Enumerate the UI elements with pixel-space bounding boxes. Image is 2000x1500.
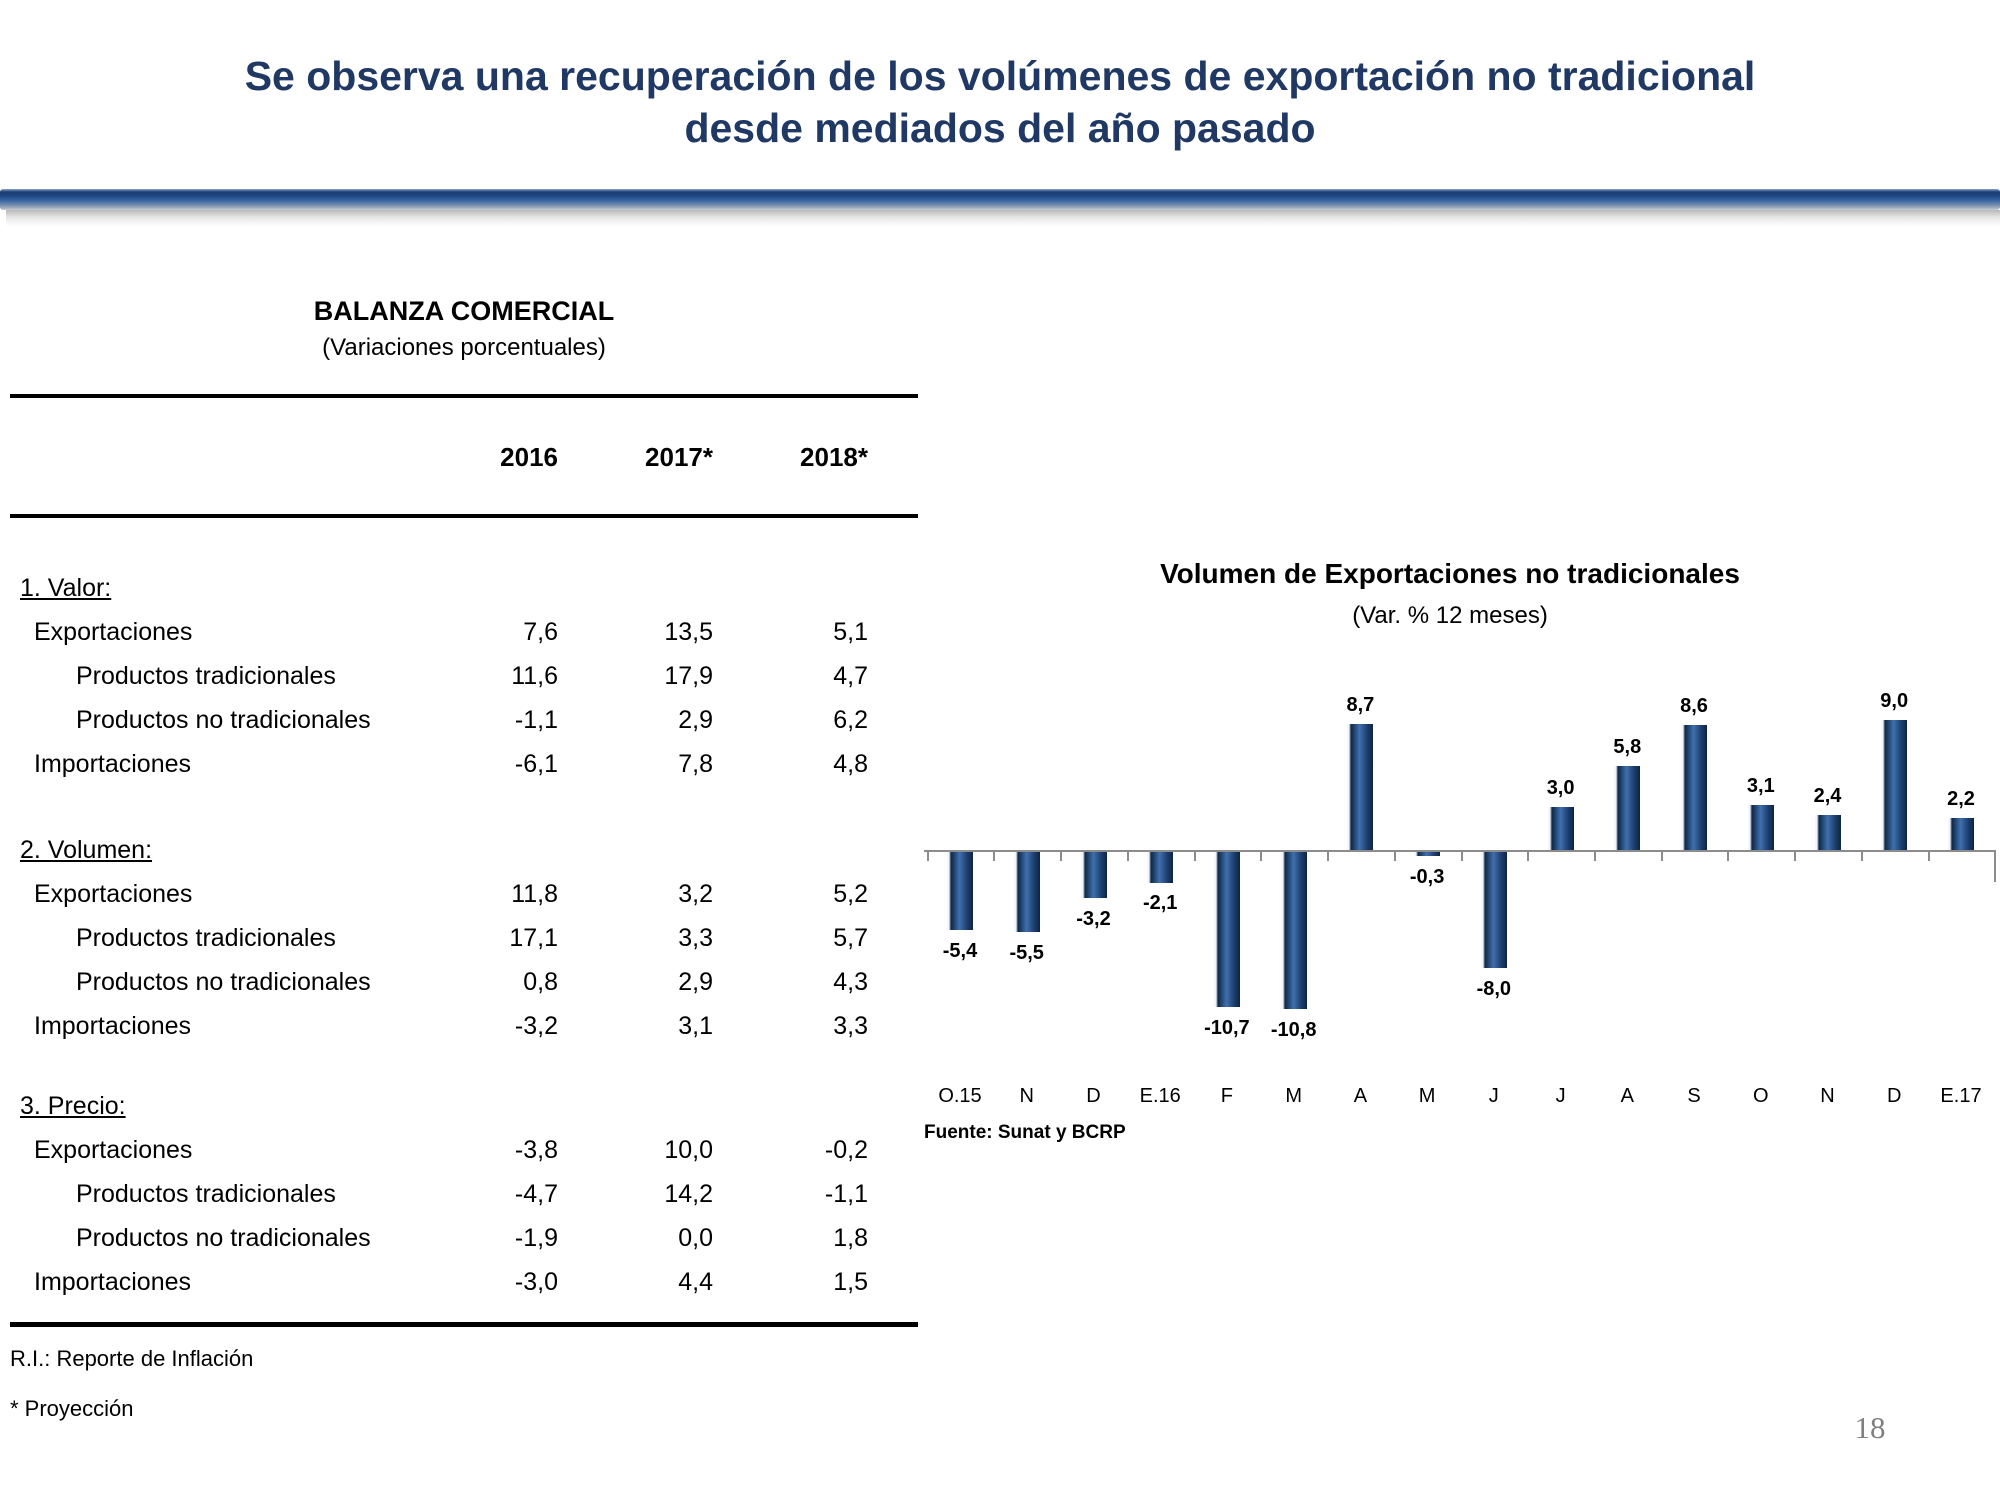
axis-tick (1994, 852, 1996, 882)
bar-value-label: 8,6 (1680, 695, 1708, 718)
x-axis-label: A (1620, 1085, 1634, 1107)
slide-title-line1: Se observa una recuperación de los volúmenes de exportación no tradicional (244, 53, 1756, 99)
bar-value-label: -10,7 (1204, 1017, 1250, 1040)
bar-value-label: -5,5 (1009, 941, 1044, 964)
table-cell: 5,2 (833, 880, 868, 908)
page-number: 18 (1854, 1410, 1886, 1445)
table-cell: 4,7 (833, 662, 868, 690)
table-rule-bottom (10, 1322, 918, 1327)
table-cell: 0,0 (678, 1224, 713, 1252)
bar (1147, 852, 1173, 883)
bar (1681, 725, 1707, 850)
bar (1281, 852, 1307, 1009)
table-cell: -1,9 (514, 1224, 558, 1252)
bar-value-label: 5,8 (1613, 735, 1642, 758)
table-cell: 0,8 (523, 968, 558, 996)
row-label: Importaciones (34, 1012, 192, 1040)
row-label: Productos no tradicionales (76, 968, 371, 996)
axis-tick (1794, 852, 1796, 861)
table-title: BALANZA COMERCIAL (313, 296, 615, 326)
table-row (10, 1216, 918, 1260)
x-axis-label: O (1753, 1085, 1769, 1107)
bar (1614, 766, 1640, 850)
table-rule-top (10, 394, 918, 398)
bar-value-label: -5,4 (942, 940, 978, 963)
x-axis-label: S (1687, 1085, 1701, 1107)
table-cell: 5,1 (833, 618, 868, 646)
table-cell: 17,1 (509, 924, 558, 952)
table-row (10, 654, 918, 698)
table-cell: -0,2 (824, 1136, 868, 1164)
axis-tick (1060, 852, 1062, 861)
row-label: Productos tradicionales (76, 662, 336, 690)
x-axis-label: A (1353, 1085, 1368, 1107)
row-label: Importaciones (34, 1268, 192, 1296)
section-label: 2. Volumen: (20, 836, 153, 864)
row-label: Productos no tradicionales (76, 1224, 371, 1252)
table-cell: 11,6 (511, 662, 558, 690)
bar-value-label: -2,1 (1142, 892, 1178, 915)
title-divider-bar (0, 189, 2000, 210)
axis-tick (1527, 852, 1529, 861)
axis-tick (1594, 852, 1596, 861)
bar (1948, 818, 1974, 850)
balanza-comercial-table (10, 296, 918, 1423)
table-row (10, 960, 918, 1004)
bar-value-label: 8,7 (1346, 693, 1375, 716)
table-cell: 3,3 (833, 1012, 868, 1040)
table-cell: -3,0 (514, 1268, 558, 1296)
table-cell: -4,7 (514, 1180, 558, 1208)
table-header-spacer (10, 440, 453, 474)
bar-value-label: 2,2 (1947, 788, 1975, 811)
title-divider-shadow (6, 210, 2000, 226)
table-cell: 3,3 (678, 924, 713, 952)
table-cell: 7,6 (523, 618, 558, 646)
table-cell: 14,2 (664, 1180, 713, 1208)
slide-title (0, 50, 2000, 154)
x-axis-label: F (1220, 1085, 1233, 1107)
bar-value-label: -8,0 (1476, 978, 1512, 1000)
axis-tick (1194, 852, 1196, 861)
axis-tick (1928, 852, 1930, 861)
table-cell: 4,3 (833, 968, 868, 996)
table-footnote-ri: R.I.: Reporte de Inflación (10, 1346, 254, 1371)
bar (1014, 852, 1040, 932)
table-row (10, 1128, 918, 1172)
table-header-row (10, 440, 918, 474)
table-cell: 13,5 (664, 618, 713, 646)
x-axis-label: M (1418, 1085, 1436, 1107)
bar-value-label: -3,2 (1076, 908, 1111, 931)
x-axis-label: E.17 (1940, 1085, 1982, 1107)
table-cell: -3,8 (514, 1136, 558, 1164)
chart-subtitle: (Var. % 12 meses) (1352, 602, 1548, 629)
bar-value-label: 2,4 (1813, 785, 1842, 808)
x-axis-label: D (1086, 1085, 1101, 1107)
table-cell: 1,8 (833, 1224, 868, 1252)
row-label: Importaciones (34, 750, 192, 778)
bar-chart (900, 540, 2000, 1180)
column-header: 2016 (500, 442, 558, 472)
table-cell: -6,1 (514, 750, 558, 778)
x-axis-label: O.15 (938, 1085, 982, 1107)
table-cell: -1,1 (514, 706, 558, 734)
x-axis-label: J (1488, 1085, 1499, 1107)
row-label: Productos no tradicionales (76, 706, 371, 734)
section-label: 1. Valor: (20, 574, 112, 602)
axis-tick (1661, 852, 1663, 861)
column-header: 2018* (800, 442, 868, 472)
bar (1347, 724, 1373, 850)
slide-title-line2: desde mediados del año pasado (684, 105, 1316, 151)
bar-value-label: 3,1 (1746, 775, 1775, 798)
bar (1081, 852, 1107, 898)
bar (1214, 852, 1240, 1007)
table-subtitle: (Variaciones porcentuales) (322, 334, 606, 361)
table-cell: -3,2 (514, 1012, 558, 1040)
axis-tick (1861, 852, 1863, 861)
bar-value-label: -0,3 (1409, 866, 1445, 889)
axis-tick (927, 852, 929, 861)
row-label: Exportaciones (34, 1136, 193, 1164)
table-row (10, 610, 918, 654)
table-cell: 2,9 (678, 706, 713, 734)
row-label: Exportaciones (34, 880, 193, 908)
axis-tick (1727, 852, 1729, 861)
bar (1748, 805, 1774, 850)
x-axis-label: J (1555, 1085, 1566, 1107)
table-cell: -1,1 (824, 1180, 868, 1208)
bar-value-label: 9,0 (1880, 689, 1909, 712)
bar (1481, 852, 1507, 968)
axis-tick (1394, 852, 1396, 861)
table-cell: 2,9 (678, 968, 713, 996)
bar (1414, 852, 1440, 856)
axis-tick (1461, 852, 1463, 861)
table-cell: 5,7 (833, 924, 868, 952)
table-row (10, 1260, 918, 1304)
x-axis-label: N (1019, 1085, 1034, 1107)
table-cell: 4,4 (678, 1268, 713, 1296)
row-label: Productos tradicionales (76, 924, 336, 952)
table-row (10, 742, 918, 786)
axis-tick (1327, 852, 1329, 861)
x-axis-label: D (1886, 1085, 1902, 1107)
table-cell: 6,2 (833, 706, 868, 734)
table-row (10, 1172, 918, 1216)
axis-tick (993, 852, 995, 861)
table-cell: 1,5 (833, 1268, 868, 1296)
x-axis-label: E.16 (1139, 1085, 1181, 1107)
section-label: 3. Precio: (20, 1092, 126, 1120)
row-label: Exportaciones (34, 618, 193, 646)
table-row (10, 1004, 918, 1048)
chart-title: Volumen de Exportaciones no tradicionales (1160, 558, 1740, 589)
chart-source: Fuente: Sunat y BCRP (924, 1122, 1126, 1143)
row-label: Productos tradicionales (76, 1180, 336, 1208)
bar (1548, 807, 1574, 851)
table-rule-mid (10, 514, 918, 518)
bar-value-label: 3,0 (1546, 776, 1575, 799)
x-axis-label: N (1820, 1085, 1835, 1107)
x-axis-label: M (1285, 1085, 1303, 1107)
table-cell: 11,8 (511, 880, 558, 908)
table-cell: 3,1 (678, 1012, 713, 1040)
table-cell: 17,9 (664, 662, 713, 690)
axis-tick (1260, 852, 1262, 861)
table-row (10, 698, 918, 742)
table-cell: 10,0 (664, 1136, 713, 1164)
table-row (10, 916, 918, 960)
bar (1881, 720, 1907, 851)
table-cell: 7,8 (678, 750, 713, 778)
table-body (10, 566, 918, 1304)
table-cell: 4,8 (833, 750, 868, 778)
table-row (10, 872, 918, 916)
bar (1815, 815, 1841, 850)
table-cell: 3,2 (678, 880, 713, 908)
axis-tick (1127, 852, 1129, 861)
table-footnote-proyeccion: * Proyección (10, 1396, 134, 1421)
column-header: 2017* (645, 442, 713, 472)
bar-value-label: -10,8 (1270, 1018, 1317, 1041)
bar (947, 852, 973, 930)
